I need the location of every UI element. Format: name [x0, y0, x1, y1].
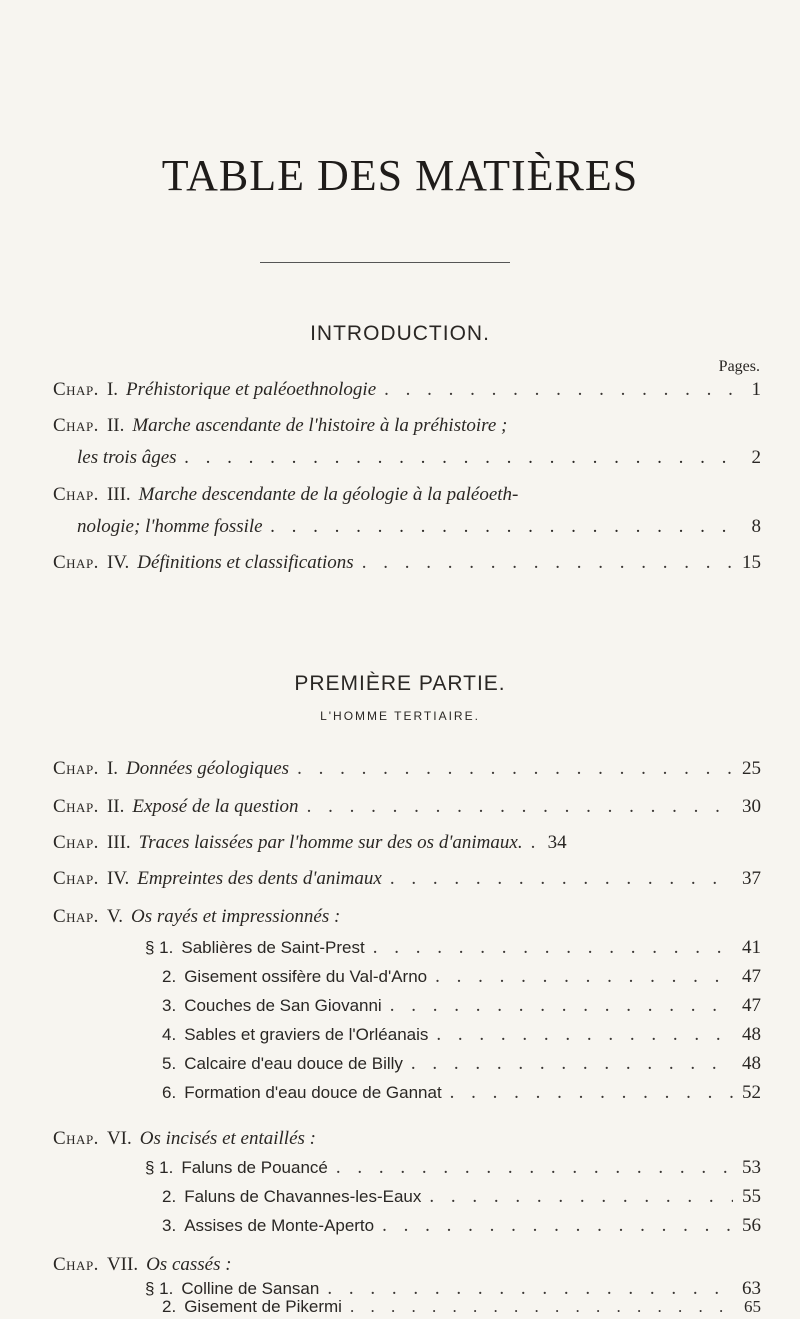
chap-number: IV.: [106, 552, 130, 573]
section-number: 4.: [162, 1025, 177, 1044]
chap-label: Chap.: [53, 1254, 99, 1275]
page-number: 63: [742, 1278, 761, 1299]
section-number: 3.: [162, 996, 177, 1015]
chap-number: II.: [106, 796, 125, 817]
chap-number: I.: [106, 758, 119, 779]
chap-label: Chap.: [53, 868, 99, 889]
page-number: 53: [742, 1157, 761, 1178]
leader-dots: [382, 1215, 733, 1237]
toc-subentry-v-5[interactable]: [162, 1053, 761, 1075]
chap-title: Marche ascendante de l'histoire à la préhistoire ;: [132, 415, 508, 436]
chap-title: Traces laissées par l'homme sur des os d'animaux.: [138, 832, 523, 853]
leader-dots: [373, 937, 733, 959]
leader-dots: [390, 995, 733, 1017]
chap-title: Os cassés :: [146, 1254, 232, 1275]
chap-label: Chap.: [53, 796, 99, 817]
section-number: § 1.: [145, 938, 174, 957]
chap-title-cont: nologie; l'homme fossile: [77, 516, 263, 537]
page-number: 52: [742, 1082, 761, 1103]
section-number: 6.: [162, 1083, 177, 1102]
chap-label: Chap.: [53, 832, 99, 853]
page-number: 48: [742, 1024, 761, 1045]
toc-subentry-vi-1[interactable]: [145, 1157, 761, 1179]
chap-title: Données géologiques: [126, 758, 290, 779]
leader-dots: [185, 447, 733, 469]
page-number: 47: [742, 995, 761, 1016]
section-number: 2.: [162, 1297, 177, 1316]
section-title: Calcaire d'eau douce de Billy: [184, 1054, 403, 1073]
section-title: Gisement ossifère du Val-d'Arno: [184, 967, 428, 986]
leader-dots: [411, 1053, 733, 1075]
leader-dots: [297, 758, 733, 780]
section-number: § 1.: [145, 1158, 174, 1177]
toc-entry-intro-4[interactable]: [53, 552, 761, 574]
toc-subentry-vi-2[interactable]: [162, 1186, 761, 1208]
toc-subentry-v-4[interactable]: [162, 1024, 761, 1046]
chap-title: Empreintes des dents d'animaux: [137, 868, 382, 889]
chap-label: Chap.: [53, 484, 99, 505]
chap-number: IV.: [106, 868, 130, 889]
toc-subentry-vi-3[interactable]: [162, 1215, 761, 1237]
chap-number: V.: [106, 906, 123, 927]
toc-subentry-v-6[interactable]: [162, 1082, 761, 1104]
toc-subentry-vii-2[interactable]: [162, 1297, 761, 1317]
toc-entry-p1-2[interactable]: [53, 796, 761, 818]
page-number: 34: [547, 832, 567, 853]
chap-label: Chap.: [53, 379, 99, 400]
section-title: Formation d'eau douce de Gannat: [184, 1083, 442, 1102]
section-title: Couches de San Giovanni: [184, 996, 382, 1015]
section-title: Gisement de Pikermi: [184, 1297, 342, 1316]
leader-dots: [450, 1082, 733, 1104]
leader-dots: [429, 1186, 733, 1208]
chap-title: Marche descendante de la géologie à la paléoeth-: [138, 484, 519, 505]
toc-entry-intro-2-cont[interactable]: [77, 447, 761, 469]
toc-entry-p1-7[interactable]: [53, 1254, 761, 1276]
page-number: 2: [751, 447, 761, 468]
leader-dots: [307, 796, 733, 818]
chap-label: Chap.: [53, 758, 99, 779]
toc-subentry-v-2[interactable]: [162, 966, 761, 988]
part1-heading: PREMIÈRE PARTIE.: [294, 672, 506, 695]
leader-dots: [390, 868, 733, 890]
chap-title: Définitions et classifications: [137, 552, 354, 573]
page-title: TABLE DES MATIÈRES: [161, 151, 639, 200]
section-number: 5.: [162, 1054, 177, 1073]
chap-number: III.: [106, 484, 131, 505]
toc-subentry-v-3[interactable]: [162, 995, 761, 1017]
toc-entry-p1-5[interactable]: [53, 906, 761, 928]
chap-number: I.: [106, 379, 119, 400]
section-title: Sablières de Saint-Prest: [181, 938, 365, 957]
chap-title: Os rayés et impressionnés :: [130, 906, 341, 927]
toc-entry-p1-6[interactable]: [53, 1128, 761, 1150]
part1-subheading: L'HOMME TERTIAIRE.: [320, 709, 480, 723]
section-number: 3.: [162, 1216, 177, 1235]
title-rule: [260, 262, 510, 263]
chap-title-cont: les trois âges: [77, 447, 177, 468]
section-number: 2.: [162, 967, 177, 986]
leader-dots: [271, 516, 733, 538]
page-number: 1: [751, 379, 761, 400]
chap-number: II.: [106, 415, 125, 436]
page-number: 8: [751, 516, 761, 537]
leader-dots: [350, 1297, 733, 1317]
toc-entry-p1-4[interactable]: [53, 868, 761, 890]
chap-title: Préhistorique et paléoethnologie: [126, 379, 377, 400]
leader-dots: [336, 1157, 733, 1179]
leader-dots: [435, 966, 733, 988]
chap-label: Chap.: [53, 552, 99, 573]
leader-dots: [531, 832, 539, 854]
toc-entry-intro-3[interactable]: [53, 484, 761, 506]
page-number: 37: [742, 868, 761, 889]
section-title: Faluns de Chavannes-les-Eaux: [184, 1187, 422, 1206]
introduction-heading: INTRODUCTION.: [310, 322, 490, 345]
page-number: 15: [742, 552, 761, 573]
toc-entry-p1-1[interactable]: [53, 758, 761, 780]
page-number: 56: [742, 1215, 761, 1236]
chap-label: Chap.: [53, 906, 99, 927]
page-number: 48: [742, 1053, 761, 1074]
chap-title: Os incisés et entaillés :: [139, 1128, 316, 1149]
leader-dots: [384, 379, 733, 401]
chap-title: Exposé de la question: [132, 796, 299, 817]
page-number: 25: [742, 758, 761, 779]
section-title: Colline de Sansan: [181, 1279, 320, 1298]
section-number: 2.: [162, 1187, 177, 1206]
chap-label: Chap.: [53, 415, 99, 436]
chap-number: VI.: [106, 1128, 132, 1149]
page-number: 65: [744, 1297, 761, 1316]
chap-label: Chap.: [53, 1128, 99, 1149]
toc-subentry-v-1[interactable]: [145, 937, 761, 959]
section-title: Assises de Monte-Aperto: [184, 1216, 375, 1235]
page-number: 30: [742, 796, 761, 817]
page-number: 55: [742, 1186, 761, 1207]
toc-entry-intro-3-cont[interactable]: [77, 516, 761, 538]
page-number: 41: [742, 937, 761, 958]
chap-number: III.: [106, 832, 131, 853]
chap-number: VII.: [106, 1254, 139, 1275]
leader-dots: [362, 552, 733, 574]
section-number: § 1.: [145, 1279, 174, 1298]
toc-entry-p1-3[interactable]: [53, 832, 761, 854]
leader-dots: [436, 1024, 733, 1046]
toc-entry-intro-1[interactable]: [53, 379, 761, 401]
section-title: Faluns de Pouancé: [181, 1158, 328, 1177]
section-title: Sables et graviers de l'Orléanais: [184, 1025, 429, 1044]
toc-entry-intro-2[interactable]: [53, 415, 761, 437]
page-number: 47: [742, 966, 761, 987]
pages-label: Pages.: [718, 358, 760, 375]
